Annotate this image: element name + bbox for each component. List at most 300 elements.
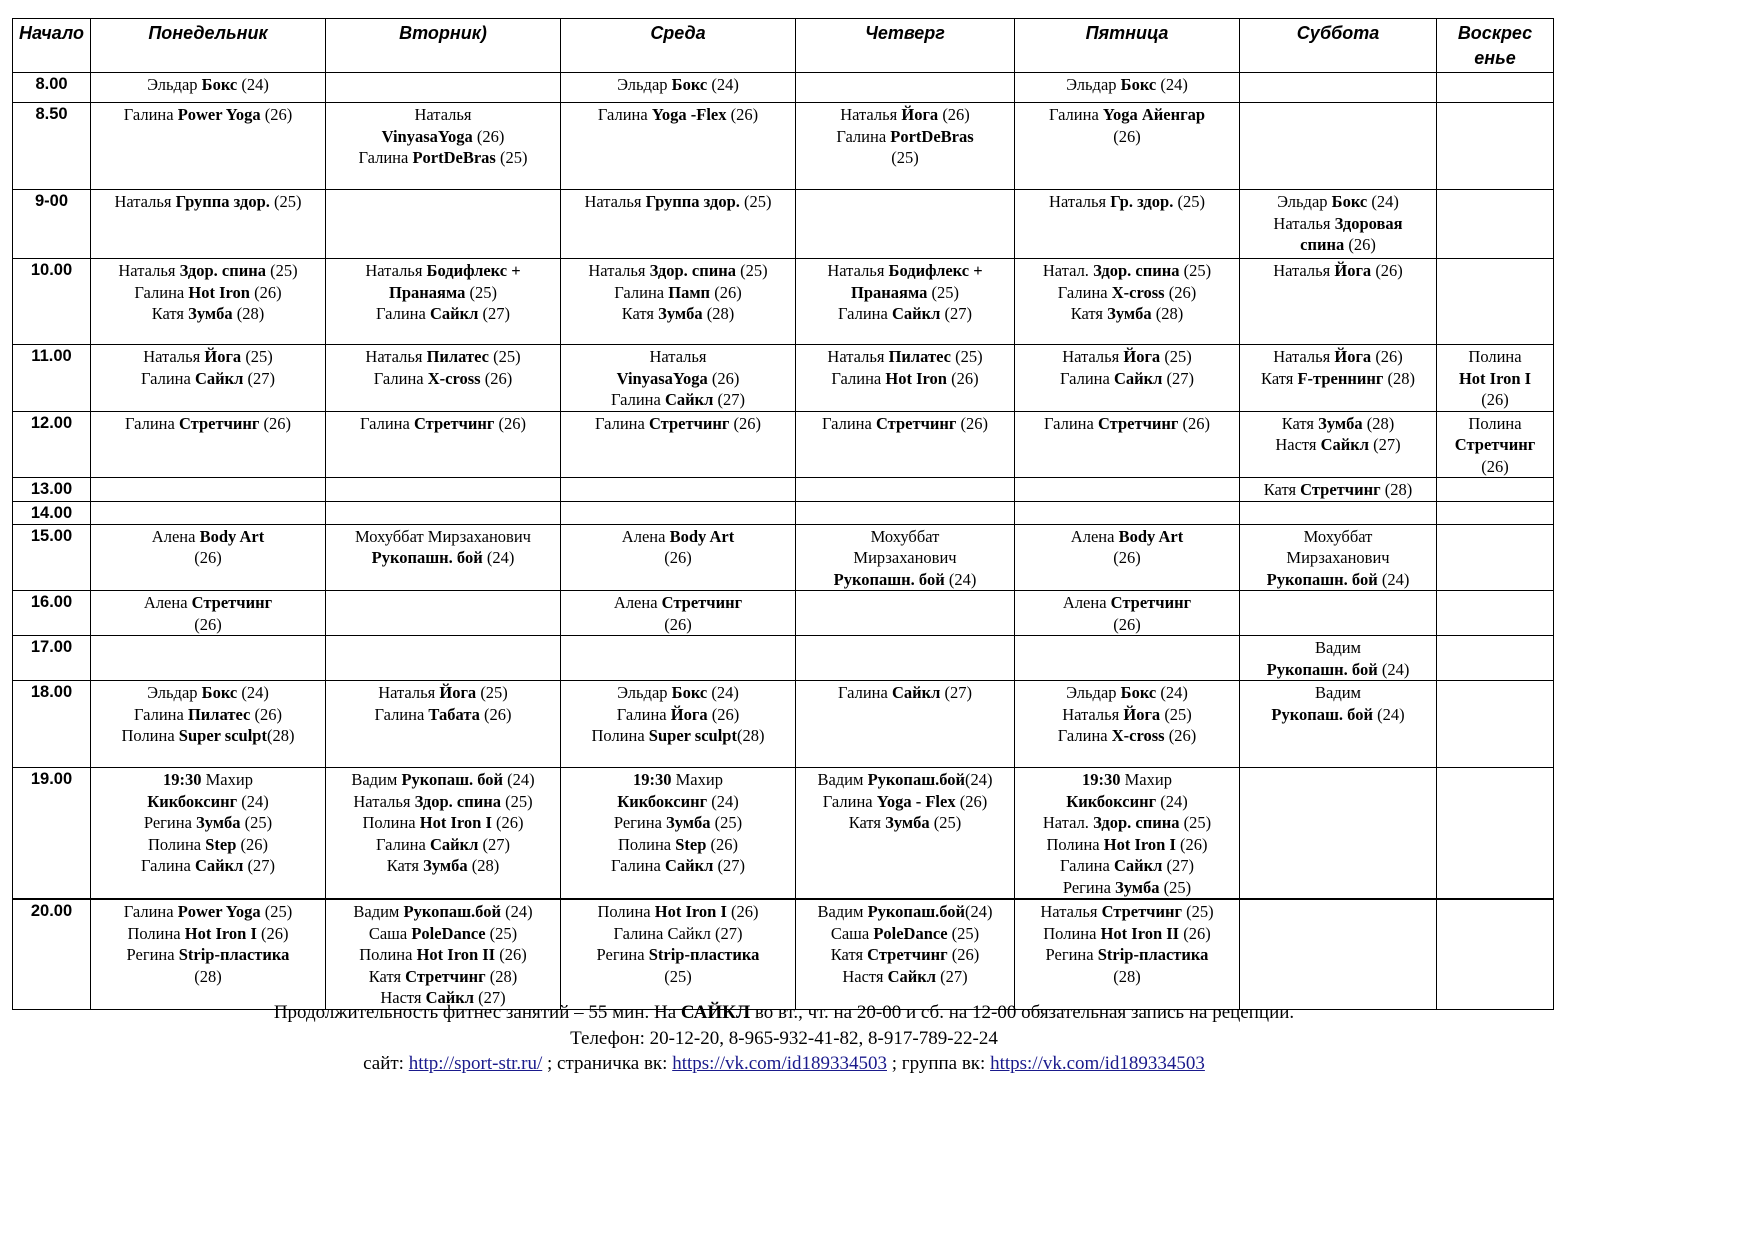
class-entry-line (1017, 901, 1237, 923)
class-text: Наталья (414, 105, 472, 124)
schedule-cell (91, 501, 326, 524)
site-link[interactable]: http://sport-str.ru/ (408, 1053, 543, 1074)
class-text: Галина (360, 413, 414, 433)
schedule-cell (326, 591, 561, 636)
class-entry-line (563, 834, 793, 856)
schedule-cell (1240, 524, 1437, 591)
schedule-cell (1015, 524, 1240, 591)
class-text: (26) (947, 945, 980, 964)
class-entry-line (1017, 966, 1237, 988)
class-name: Strip-пластика (1097, 945, 1209, 964)
class-name: Стретчинг (1300, 480, 1381, 499)
class-entry-line (93, 260, 323, 282)
class-text: (24) (1377, 659, 1410, 679)
class-name: Step (205, 834, 237, 854)
class-text: Мирзаханович (1286, 548, 1390, 567)
schedule-cell (1437, 768, 1554, 900)
class-text: (28) (1362, 413, 1395, 433)
class-text: Алена (143, 593, 192, 612)
class-text: Галина (134, 704, 188, 724)
schedule-cell (1437, 190, 1554, 259)
header-day-monday: Понедельник (91, 19, 326, 73)
class-text: Катя (1070, 304, 1108, 323)
class-entry-line (563, 855, 793, 877)
class-entry-line (798, 126, 1012, 148)
class-entry-line (798, 104, 1012, 126)
class-entry-line (1017, 592, 1237, 614)
class-text: Галина (1048, 105, 1103, 124)
header-time: Начало (13, 19, 91, 73)
class-text: (26) (194, 548, 222, 567)
class-entry-line (1017, 855, 1237, 877)
schedule-cell (1240, 73, 1437, 103)
schedule-cell (1437, 259, 1554, 345)
schedule-cell (326, 636, 561, 681)
class-text: (27) (1162, 368, 1194, 388)
class-entry-line (563, 526, 793, 548)
class-entry-line (93, 74, 323, 96)
class-text: Катя (1281, 413, 1319, 433)
class-name: Здор. спина (414, 791, 501, 811)
class-entry-line (798, 147, 1012, 169)
class-name: Стретчинг (1110, 593, 1192, 612)
class-name: Гр. здор. (1110, 192, 1174, 211)
class-text: (25) (710, 813, 743, 832)
class-text: Махир (671, 770, 723, 789)
schedule-cell (561, 899, 796, 1009)
class-entry-line (563, 923, 793, 945)
class-entry-line (1242, 368, 1434, 390)
class-entry-line (93, 791, 323, 813)
class-entry-line (1242, 346, 1434, 368)
class-text: (25) (260, 902, 293, 921)
class-text: Наталья (1062, 347, 1124, 366)
class-text: (25) (265, 261, 298, 280)
class-text: Мирзаханович (853, 548, 957, 567)
class-text: (24) (1367, 192, 1399, 211)
class-entry-line (798, 682, 1012, 704)
class-name: Сайкл (194, 368, 244, 388)
schedule-cell (796, 768, 1015, 900)
class-name: Сайкл (429, 834, 479, 854)
class-name: Бокс (201, 683, 238, 702)
class-text: (28) (194, 966, 222, 986)
schedule-row (13, 411, 1554, 478)
class-entry-line (563, 769, 793, 791)
class-entry-line (1242, 213, 1434, 235)
class-text: (27) (478, 304, 510, 323)
schedule-cell (1240, 681, 1437, 768)
schedule-cell (1015, 345, 1240, 412)
class-name: F-треннинг (1297, 368, 1384, 388)
class-text: (26) (1371, 347, 1403, 366)
class-text: (25) (476, 683, 508, 702)
class-name: Hot Iron I (184, 923, 257, 943)
schedule-cell (1437, 478, 1554, 502)
class-text: (26) (707, 704, 740, 724)
class-text: (26) (480, 368, 513, 388)
time-slot: 8.00 (13, 73, 91, 103)
class-name: Стретчинг (867, 945, 948, 964)
class-entry-line (1017, 704, 1237, 726)
class-name: VinyasaYoga (616, 368, 708, 388)
class-name: Зумба (666, 813, 711, 832)
class-name: Рукопашн. бой (1266, 569, 1378, 589)
class-text: Регина (613, 813, 667, 832)
vk-group-link[interactable]: https://vk.com/id189334503 (990, 1053, 1205, 1074)
class-text: (25) (495, 148, 528, 167)
class-text: Галина (822, 413, 876, 433)
class-text: (26) (495, 945, 527, 964)
class-entry-line (1242, 413, 1434, 435)
class-entry-line (798, 346, 1012, 368)
class-text: (25) (664, 966, 692, 986)
class-text: Наталья (1062, 704, 1124, 724)
class-entry-line (1439, 413, 1551, 435)
class-text: Полина (1468, 347, 1522, 366)
class-text: Галина (134, 282, 189, 302)
class-entry-line (563, 944, 793, 966)
class-name: X-cross (427, 368, 481, 388)
class-text: Вадим (1315, 638, 1361, 657)
class-name: Сайкл (194, 856, 244, 875)
class-text: Полина (362, 813, 420, 832)
class-name: Йога (1123, 347, 1161, 366)
class-name: Рукопаш. бой (1271, 704, 1373, 724)
schedule-cell (1015, 411, 1240, 478)
schedule-cell (1437, 591, 1554, 636)
class-text: Галина (610, 390, 665, 409)
header-day-tuesday: Вторник) (326, 19, 561, 73)
class-name: Step (675, 834, 707, 854)
class-text: Галина (1057, 282, 1112, 302)
class-entry-line (798, 526, 1012, 548)
schedule-cell (561, 768, 796, 900)
class-text: (28) (1113, 966, 1141, 986)
class-name: Зумба (188, 304, 233, 323)
class-entry-line (1017, 682, 1237, 704)
footer-duration-note: Продолжительность фитнес занятий – 55 мин. На САЙКЛ во вт., чт. на 20-00 и сб. на 12-00 обязательная запись на рецепции. (273, 1002, 1295, 1023)
class-text: Полина (591, 726, 649, 745)
class-name: 19:30 (163, 770, 202, 789)
class-entry-line (93, 725, 323, 747)
class-text: (25) (488, 347, 521, 366)
class-text: (27) (940, 683, 972, 702)
class-text: Регина (1045, 945, 1098, 964)
schedule-cell (91, 681, 326, 768)
class-text: (25) (891, 148, 919, 167)
schedule-cell (1437, 899, 1554, 1009)
schedule-cell (1240, 591, 1437, 636)
schedule-cell (561, 591, 796, 636)
class-entry-line (563, 547, 793, 569)
schedule-cell (796, 899, 1015, 1009)
schedule-cell (1437, 636, 1554, 681)
class-entry-line (93, 526, 323, 548)
class-entry-line (1439, 389, 1551, 411)
class-name: Сайкл (891, 683, 941, 702)
class-text: (25) (1160, 704, 1192, 724)
schedule-cell (796, 478, 1015, 502)
class-text: Наталья (1273, 347, 1335, 366)
class-name: Йога (901, 105, 939, 124)
schedule-cell (1240, 478, 1437, 502)
class-entry-line (328, 260, 558, 282)
schedule-cell (1015, 899, 1240, 1009)
class-entry-line (1017, 526, 1237, 548)
class-entry-line (93, 346, 323, 368)
class-text: (27) (713, 856, 745, 875)
class-text: (26) (1344, 235, 1376, 254)
schedule-cell (1437, 524, 1554, 591)
class-text: Регина (126, 945, 179, 964)
class-entry-line (1017, 769, 1237, 791)
class-name: Памп (668, 282, 711, 302)
class-entry-line (1242, 479, 1434, 501)
class-text: Вадим (353, 902, 404, 921)
class-text: (26) (955, 791, 988, 811)
class-entry-line (328, 944, 558, 966)
class-text: (26) (706, 834, 739, 854)
class-text: Махир (1120, 770, 1172, 789)
class-text: (26) (491, 813, 524, 832)
class-text: (28) (702, 304, 735, 323)
class-entry-line (93, 944, 323, 966)
class-entry-line (1242, 526, 1434, 548)
class-entry-line (328, 834, 558, 856)
class-text: Наталья (378, 683, 440, 702)
schedule-cell (1015, 259, 1240, 345)
class-text: (26) (1164, 282, 1197, 302)
class-text: (26) (259, 413, 291, 433)
class-name: Зумба (423, 856, 468, 875)
class-entry-line (563, 682, 793, 704)
class-entry-line (563, 104, 793, 126)
class-text: Полина (127, 923, 185, 943)
class-text: (27) (474, 988, 506, 1007)
schedule-cell (1015, 501, 1240, 524)
class-entry-line (93, 303, 323, 325)
class-name: Рукопаш.бой (867, 902, 966, 921)
schedule-cell (326, 411, 561, 478)
schedule-row (13, 899, 1554, 1009)
class-text: Эльдар (1066, 75, 1121, 94)
class-name: Рукопаш.бой (403, 902, 501, 921)
class-entry-line (93, 368, 323, 390)
schedule-cell (1015, 190, 1240, 259)
class-entry-line (798, 966, 1012, 988)
class-text: Регина (596, 945, 649, 964)
class-entry-line (798, 944, 1012, 966)
class-text: (26) (494, 413, 526, 433)
class-name: Здоровая (1334, 213, 1403, 233)
class-text: Наталья (353, 791, 415, 811)
class-name: Стретчинг (191, 593, 273, 612)
schedule-cell (91, 345, 326, 412)
class-entry-line (1439, 346, 1551, 368)
class-text: (25) (269, 192, 302, 211)
class-text: Галина (837, 683, 892, 702)
class-text: (26) (707, 368, 740, 388)
class-entry-line (798, 282, 1012, 304)
class-entry-line (563, 368, 793, 390)
class-entry-line (328, 682, 558, 704)
schedule-body (13, 73, 1554, 1010)
class-entry-line (93, 682, 323, 704)
class-entry-line (798, 923, 1012, 945)
class-text: (25) (1181, 902, 1214, 921)
schedule-cell (91, 899, 326, 1009)
class-text: (26) (1371, 261, 1403, 280)
schedule-cell (1240, 636, 1437, 681)
class-entry-line (93, 812, 323, 834)
class-text: Регина (1062, 877, 1116, 897)
class-name: Hot Iron I (654, 902, 727, 921)
class-entry-line (93, 923, 323, 945)
schedule-cell (91, 259, 326, 345)
time-slot: 18.00 (13, 681, 91, 768)
class-text: (24) (503, 770, 535, 789)
class-text: Галина (1057, 726, 1112, 745)
class-entry-line (328, 704, 558, 726)
class-text: (28) (266, 726, 295, 745)
class-entry-line (1017, 791, 1237, 813)
class-entry-line (93, 413, 323, 435)
schedule-cell (796, 190, 1015, 259)
time-slot: 16.00 (13, 591, 91, 636)
class-text: Полина (597, 902, 655, 921)
class-name: X-cross (1111, 282, 1165, 302)
class-text: Наталья (649, 347, 707, 366)
class-text: (24) (237, 683, 269, 702)
class-name: Hot Iron II (416, 945, 496, 964)
schedule-cell (1437, 73, 1554, 103)
class-entry-line (1017, 126, 1237, 148)
time-slot: 15.00 (13, 524, 91, 591)
class-entry-line (1242, 682, 1434, 704)
class-text: (26) (256, 923, 289, 943)
class-name: Strip-пластика (178, 945, 290, 964)
class-text: Алена (621, 526, 670, 546)
class-text: Мохуббат (870, 526, 940, 546)
class-entry-line (1017, 923, 1237, 945)
schedule-cell (796, 73, 1015, 103)
class-entry-line (1242, 434, 1434, 456)
class-text: Галина (614, 282, 669, 302)
class-text: Настя (380, 988, 426, 1007)
class-name: Body Art (669, 526, 735, 546)
class-text: (26) (1164, 726, 1197, 745)
class-name: Hot Iron (885, 368, 947, 388)
class-text: (26) (472, 126, 505, 146)
class-text: Галина (358, 148, 413, 167)
schedule-cell (796, 636, 1015, 681)
class-name: Зумба (1115, 877, 1160, 897)
class-name: Кикбоксинг (147, 791, 238, 811)
schedule-row (13, 478, 1554, 502)
class-entry-line (1242, 569, 1434, 591)
class-entry-line (1439, 456, 1551, 478)
class-name: Yoga -Flex (651, 105, 727, 124)
class-entry-line (328, 346, 558, 368)
class-entry-line (93, 592, 323, 614)
class-text: Галина (373, 368, 428, 388)
class-name: Йога (670, 704, 708, 724)
schedule-cell (326, 190, 561, 259)
class-text: (25) (739, 192, 772, 211)
class-text: (25) (240, 813, 273, 832)
time-slot: 12.00 (13, 411, 91, 478)
class-text: (25) (735, 261, 768, 280)
class-text: Натал. (1042, 261, 1094, 280)
class-text: (26) (1113, 614, 1141, 634)
class-text: (27) (1369, 435, 1401, 454)
class-text: Галина (123, 902, 178, 921)
class-entry-line (328, 104, 558, 126)
class-entry-line (1017, 547, 1237, 569)
class-entry-line (328, 147, 558, 169)
class-name: Стретчинг (413, 413, 495, 433)
class-text: (24) (707, 75, 739, 94)
class-text: Полина (147, 834, 206, 854)
class-entry-line (1242, 547, 1434, 569)
class-entry-line (1242, 704, 1434, 726)
class-text: (26) (479, 704, 512, 724)
class-entry-line (1017, 725, 1237, 747)
class-text: Катя (386, 856, 424, 875)
schedule-cell (1437, 501, 1554, 524)
class-entry-line (93, 966, 323, 988)
schedule-row (13, 524, 1554, 591)
schedule-cell (1437, 103, 1554, 190)
class-name: Power Yoga (177, 105, 261, 124)
class-entry-line (1017, 944, 1237, 966)
class-entry-line (1017, 614, 1237, 636)
vk-page-link[interactable]: https://vk.com/id189334503 (672, 1053, 887, 1074)
class-text: Саша (830, 923, 874, 943)
class-name: Йога (439, 683, 477, 702)
class-name: 19:30 (633, 770, 672, 789)
schedule-cell (1015, 681, 1240, 768)
schedule-cell (796, 524, 1015, 591)
class-text: Алена (1070, 526, 1119, 546)
class-text: (24) (1156, 75, 1188, 94)
class-entry-line (1017, 191, 1237, 213)
class-text: Эльдар (617, 75, 672, 94)
class-entry-line (328, 791, 558, 813)
class-entry-line (563, 704, 793, 726)
class-name: Группа здор. (645, 192, 740, 211)
class-name: Йога (1334, 261, 1372, 280)
class-text: (27) (936, 966, 968, 986)
class-text: Алена (613, 593, 662, 612)
class-name: Пилатес (187, 704, 251, 724)
class-entry-line (798, 260, 1012, 282)
time-slot: 17.00 (13, 636, 91, 681)
class-text: (25) (927, 282, 959, 302)
class-text: (27) (940, 304, 972, 323)
class-entry-line (1439, 368, 1551, 390)
class-text: Полина (617, 834, 676, 854)
class-text: Галина (1044, 413, 1098, 433)
schedule-cell (561, 73, 796, 103)
class-text: Полина (1468, 413, 1522, 433)
schedule-cell (326, 524, 561, 591)
class-name: Кикбоксинг (617, 791, 708, 811)
time-slot: 8.50 (13, 103, 91, 190)
class-name: Super sculpt (648, 726, 737, 745)
class-text: Галина (375, 834, 430, 854)
